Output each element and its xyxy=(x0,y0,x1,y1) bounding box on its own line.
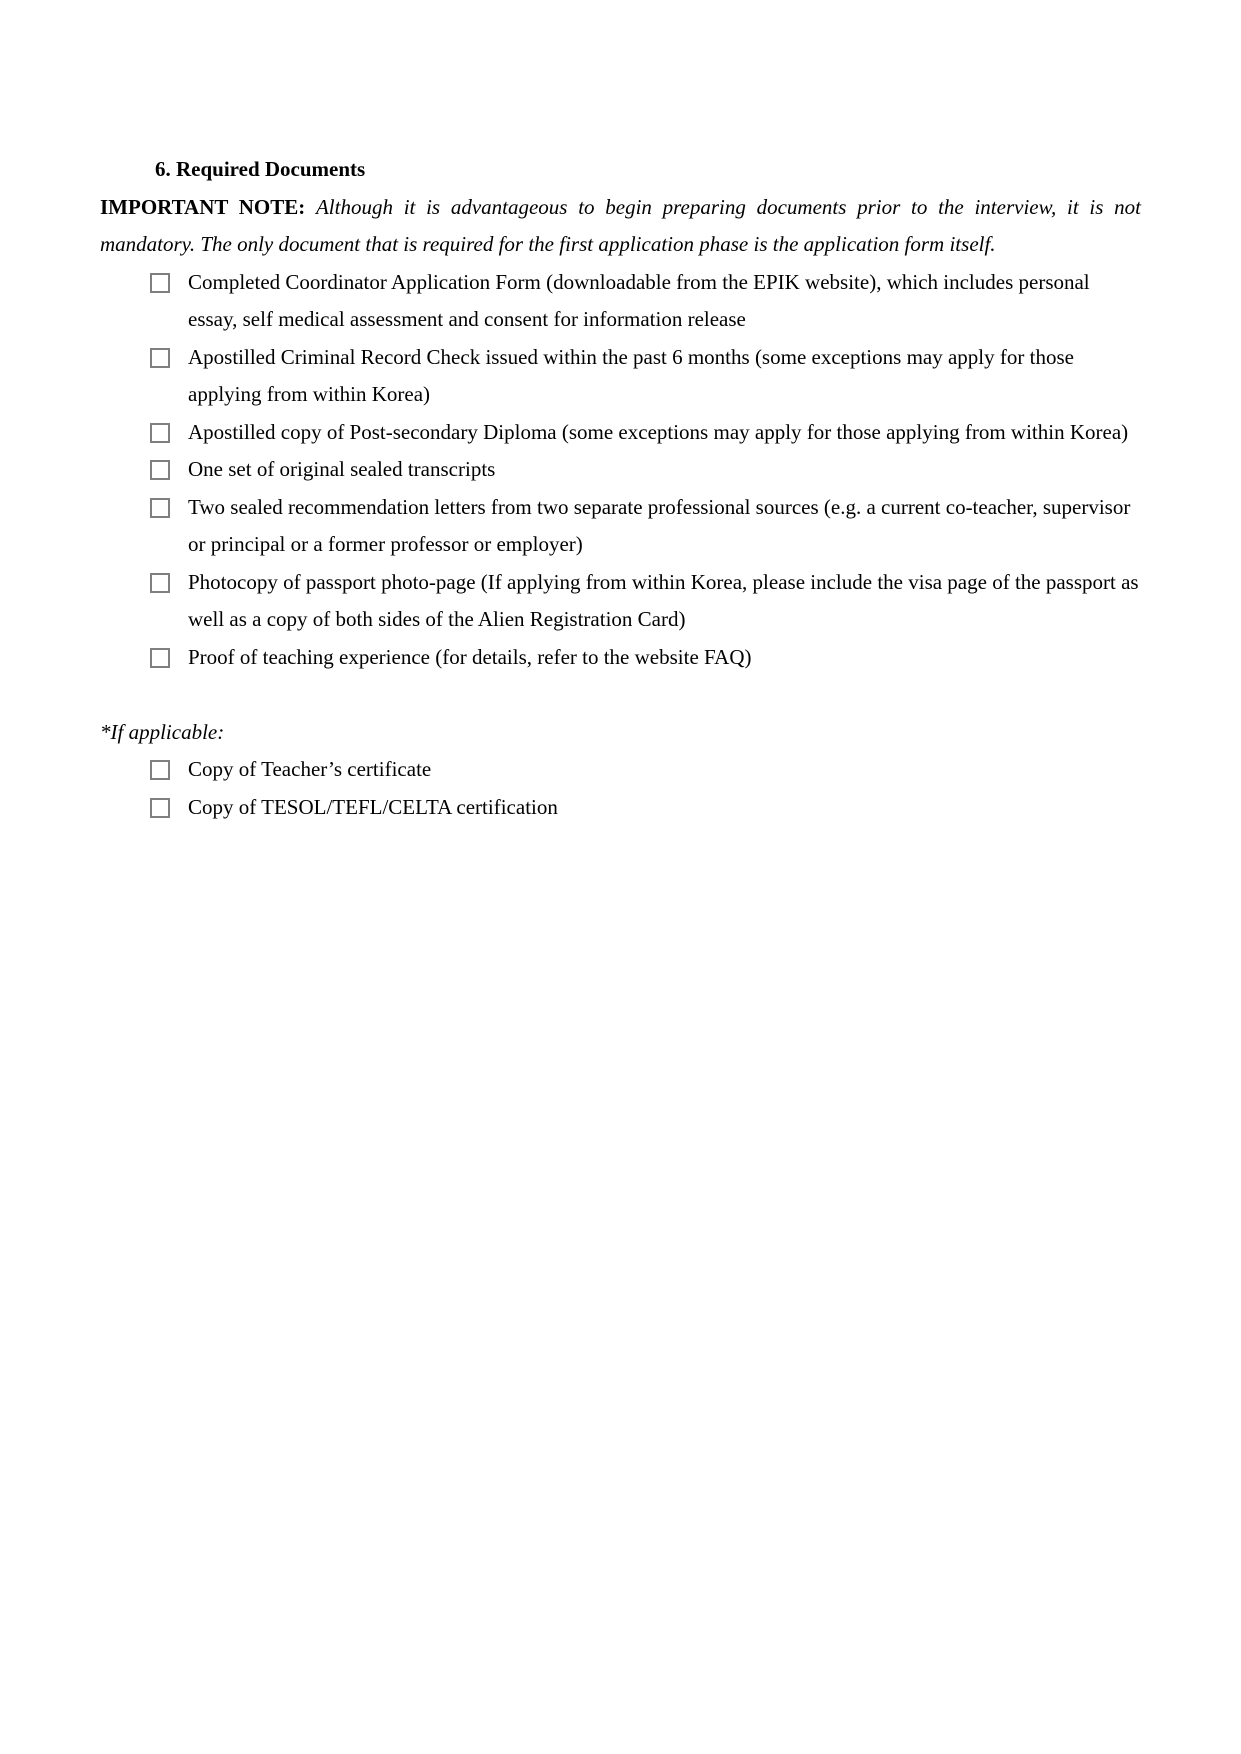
checklist-item xyxy=(100,264,1141,339)
checklist-item xyxy=(100,564,1141,639)
checklist-item xyxy=(100,339,1141,414)
checklist-item xyxy=(100,639,1141,677)
checkbox-icon[interactable] xyxy=(150,423,170,443)
checkbox-icon[interactable] xyxy=(150,348,170,368)
checkbox-icon[interactable] xyxy=(150,798,170,818)
if-applicable-checklist xyxy=(100,751,1141,826)
checklist-item-label: Copy of Teacher’s certificate xyxy=(188,757,432,781)
checklist-item xyxy=(100,789,1141,827)
checklist-item-label: One set of original sealed transcripts xyxy=(188,457,496,481)
checkbox-icon[interactable] xyxy=(150,648,170,668)
checklist-item-label: Proof of teaching experience (for details, refer to the website FAQ) xyxy=(188,644,752,669)
checklist-item xyxy=(100,414,1141,452)
checkbox-icon[interactable] xyxy=(150,498,170,518)
section-heading: 6. Required Documents xyxy=(155,157,366,181)
checklist-item-label: Two sealed recommendation letters from two separate professional sources (e.g. a current co-teacher, supervisor or principal or a former professor or employer) xyxy=(188,494,1131,556)
checklist-item xyxy=(100,751,1141,789)
important-note-text: Although it is advantageous to begin preparing documents prior to the interview, it is not mandatory. The only document that is required for the first application phase is the application form itself. xyxy=(100,194,1142,256)
important-note xyxy=(100,189,1141,264)
checkbox-icon[interactable] xyxy=(150,573,170,593)
checklist-item xyxy=(100,451,1141,489)
checklist-item xyxy=(100,489,1141,564)
checkbox-icon[interactable] xyxy=(150,760,170,780)
checkbox-icon[interactable] xyxy=(150,273,170,293)
checklist-item-label: Photocopy of passport photo-page (If applying from within Korea, please include the visa page of the passport as well as a copy of both sides of the Alien Registration Card) xyxy=(188,569,1139,631)
important-note-label: IMPORTANT NOTE: xyxy=(100,194,306,219)
required-documents-checklist xyxy=(100,264,1141,677)
checklist-item-label: Completed Coordinator Application Form (downloadable from the EPIK website), which includes personal essay, self medical assessment and consent for information release xyxy=(188,269,1090,331)
checklist-item-label: Apostilled Criminal Record Check issued within the past 6 months (some exceptions may apply for those applying from within Korea) xyxy=(188,344,1074,406)
if-applicable-label: *If applicable: xyxy=(100,719,225,744)
checkbox-icon[interactable] xyxy=(150,460,170,480)
checklist-item-label: Copy of TESOL/TEFL/CELTA certification xyxy=(188,794,558,819)
checklist-item-label: Apostilled copy of Post-secondary Diploma (some exceptions may apply for those applying from within Korea) xyxy=(188,419,1129,444)
